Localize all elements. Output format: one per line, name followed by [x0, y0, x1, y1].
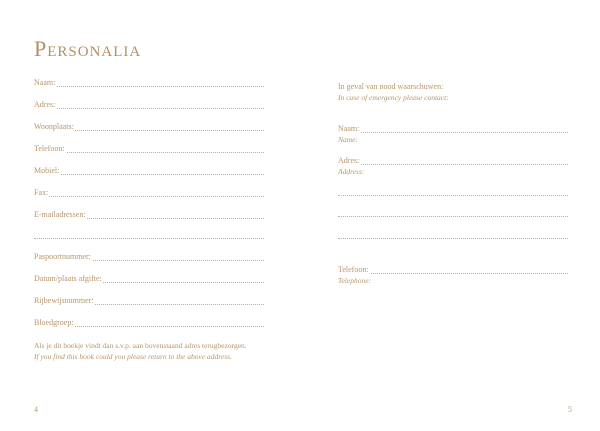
field-sublabel: Address: [338, 167, 365, 176]
field-mobiel[interactable] [34, 164, 264, 176]
email-extra-line[interactable] [34, 238, 264, 239]
field-label: Woonplaats: [34, 122, 74, 131]
page-number-right: 5 [568, 405, 572, 414]
field-emergency-naam[interactable] [338, 122, 568, 134]
page-number-left: 4 [34, 405, 38, 414]
field-naam[interactable] [34, 76, 264, 88]
field-label: E-mailadressen: [34, 210, 86, 219]
return-note-en: If you find this book could you please return to the above address. [34, 352, 232, 361]
field-emergency-adres[interactable] [338, 154, 568, 166]
return-note-nl: Als je dit boekje vindt dan s.v.p. aan bovenstaand adres terugbezorgen. [34, 341, 247, 350]
field-paspoort[interactable] [34, 250, 264, 262]
field-label: Telefoon: [338, 265, 369, 274]
field-line [338, 273, 568, 274]
field-line [34, 196, 264, 197]
field-line [34, 108, 264, 109]
field-datum-plaats[interactable] [34, 272, 264, 284]
field-line [338, 164, 568, 165]
address-extra-line[interactable] [338, 216, 568, 217]
field-bloedgroep[interactable] [34, 316, 264, 328]
field-label: Bloedgroep: [34, 318, 74, 327]
emergency-heading: In geval van nood waarschuwen: [338, 82, 444, 91]
field-line [338, 132, 568, 133]
page-title: Personalia [34, 36, 142, 61]
field-adres[interactable] [34, 98, 264, 110]
field-label: Naam: [338, 124, 360, 133]
emergency-heading-en: In case of emergency please contact: [338, 93, 449, 102]
address-extra-line[interactable] [338, 238, 568, 239]
field-label: Adres: [338, 156, 360, 165]
field-telefoon[interactable] [34, 142, 264, 154]
field-line [34, 86, 264, 87]
field-label: Paspoortnummer: [34, 252, 91, 261]
field-emergency-telefoon[interactable] [338, 263, 568, 275]
field-label: Telefoon: [34, 144, 65, 153]
field-rijbewijs[interactable] [34, 294, 264, 306]
field-label: Adres: [34, 100, 56, 109]
field-label: Rijbewijsnummer: [34, 296, 94, 305]
address-extra-line[interactable] [338, 195, 568, 196]
right-page [300, 0, 600, 431]
field-email[interactable] [34, 208, 264, 220]
field-label: Naam: [34, 78, 56, 87]
field-label: Datum/plaats afgifte: [34, 274, 102, 283]
field-sublabel: Name: [338, 135, 358, 144]
field-line [34, 174, 264, 175]
field-woonplaats[interactable] [34, 120, 264, 132]
field-fax[interactable] [34, 186, 264, 198]
field-line [34, 152, 264, 153]
field-label: Fax: [34, 188, 49, 197]
field-sublabel: Telephone: [338, 276, 372, 285]
field-label: Mobiel: [34, 166, 60, 175]
